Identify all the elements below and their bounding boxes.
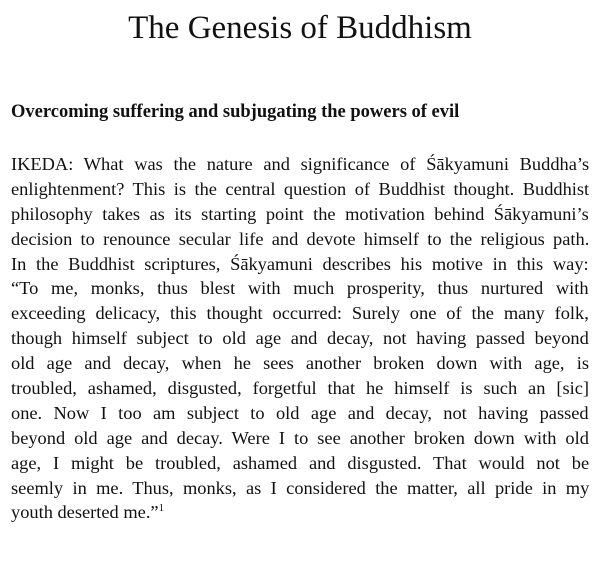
body-line: decision to renounce secular life and devote himself to the religious path. [11, 228, 590, 249]
page-title: The Genesis of Buddhism [128, 10, 472, 46]
body-line: enlightenment? This is the central question of Buddhist thought. Buddhist [11, 178, 590, 199]
body-line: though himself subject to old age and decay, not having passed beyond [11, 328, 589, 349]
body-line: seemly in me. Thus, monks, as I considered the matter, all pride in my [11, 477, 590, 498]
body-line: philosophy takes as its starting point the motivation behind Śākyamuni’s [11, 203, 589, 224]
body-paragraph [11, 152, 589, 525]
body-line: In the Buddhist scriptures, Śākyamuni describes his motive in this way: [11, 253, 589, 274]
body-line: old age and decay, when he sees another broken down with age, is [11, 353, 589, 374]
body-line: beyond old age and decay. Were I to see another broken down with old [11, 427, 589, 448]
section-heading: Overcoming suffering and subjugating the powers of evil [11, 102, 460, 122]
body-line: IKEDA: What was the nature and significance of Śākyamuni Buddha’s [11, 154, 590, 174]
body-line: one. Now I too am subject to old age and decay, not having passed [11, 402, 589, 423]
body-line: troubled, ashamed, disgusted, forgetful that he himself is such an [sic] [11, 378, 589, 399]
footnote-marker: 1 [158, 502, 165, 515]
body-line: youth deserted me.”$^1$ [11, 502, 165, 523]
body-line: exceeding delicacy, this thought occurred: Surely one of the many folk, [11, 303, 589, 324]
body-line: “To me, monks, thus blest with much prosperity, thus nurtured with [11, 278, 589, 299]
body-line: age, I might be troubled, ashamed and disgusted. That would not be [11, 452, 590, 473]
